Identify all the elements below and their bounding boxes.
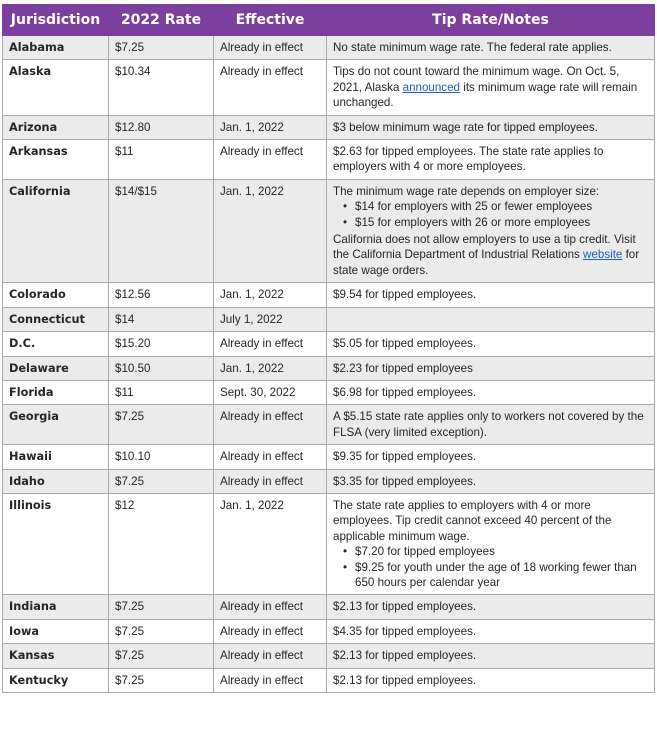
notes-text: its minimum wage rate will remain unchanged.: [333, 80, 638, 110]
jurisdiction-cell: Kentucky: [3, 668, 109, 692]
notes-bullet-list: [333, 544, 649, 590]
jurisdiction-cell: Arkansas: [3, 140, 109, 180]
rate-cell: $10.50: [109, 356, 214, 380]
jurisdiction-cell: Kansas: [3, 644, 109, 668]
table-row: [3, 60, 655, 115]
notes-cell: $3 below minimum wage rate for tipped employees.: [327, 115, 655, 139]
notes-bullet: • $15 for employers with 26 or more employees: [355, 215, 649, 230]
rate-cell: $12.56: [109, 283, 214, 307]
jurisdiction-cell: Hawaii: [3, 445, 109, 469]
rate-cell: $7.25: [109, 668, 214, 692]
table-row: [3, 140, 655, 180]
jurisdiction-cell: Colorado: [3, 283, 109, 307]
header-effective: Effective: [214, 5, 327, 36]
table-row: [3, 595, 655, 619]
rate-cell: $11: [109, 140, 214, 180]
table-row: [3, 36, 655, 60]
effective-cell: Already in effect: [214, 445, 327, 469]
jurisdiction-cell: Alabama: [3, 36, 109, 60]
effective-cell: Already in effect: [214, 36, 327, 60]
effective-cell: Already in effect: [214, 405, 327, 445]
table-row: [3, 332, 655, 356]
notes-bullet-list: [333, 199, 649, 230]
jurisdiction-cell: Florida: [3, 380, 109, 404]
effective-cell: Jan. 1, 2022: [214, 356, 327, 380]
table-row: [3, 380, 655, 404]
effective-cell: Already in effect: [214, 140, 327, 180]
notes-cell: A $5.15 state rate applies only to workers not covered by the FLSA (very limited exception).: [327, 405, 655, 445]
jurisdiction-cell: Connecticut: [3, 307, 109, 331]
effective-cell: Jan. 1, 2022: [214, 179, 327, 282]
effective-cell: Already in effect: [214, 644, 327, 668]
effective-cell: Already in effect: [214, 60, 327, 115]
jurisdiction-cell: California: [3, 179, 109, 282]
jurisdiction-cell: Alaska: [3, 60, 109, 115]
notes-text: The minimum wage rate depends on employer size:: [333, 184, 600, 198]
table-row: [3, 179, 655, 282]
notes-cell: $2.63 for tipped employees. The state rate applies to employers with 4 or more employees.: [327, 140, 655, 180]
notes-cell: $6.98 for tipped employees.: [327, 380, 655, 404]
notes-cell: $9.54 for tipped employees.: [327, 283, 655, 307]
effective-cell: Jan. 1, 2022: [214, 115, 327, 139]
jurisdiction-cell: Illinois: [3, 493, 109, 594]
website-link[interactable]: website: [583, 248, 623, 262]
notes-cell: [327, 493, 655, 594]
notes-bullet: • $14 for employers with 25 or fewer employees: [355, 199, 649, 214]
notes-text: Tips do not count toward the minimum wage. On Oct. 5, 2021, Alaska: [333, 65, 620, 94]
table-row: [3, 619, 655, 643]
jurisdiction-cell: Idaho: [3, 469, 109, 493]
notes-text: California does not allow employers to use a tip credit. Visit the California Department of Industrial Relations: [333, 233, 636, 262]
notes-cell: $5.05 for tipped employees.: [327, 332, 655, 356]
rate-cell: $10.10: [109, 445, 214, 469]
table-row: [3, 493, 655, 594]
minimum-wage-table: [2, 4, 655, 693]
effective-cell: Already in effect: [214, 595, 327, 619]
table-row: [3, 115, 655, 139]
table-row: [3, 356, 655, 380]
jurisdiction-cell: Georgia: [3, 405, 109, 445]
rate-cell: $15.20: [109, 332, 214, 356]
table-row: [3, 307, 655, 331]
effective-cell: Already in effect: [214, 668, 327, 692]
rate-cell: $11: [109, 380, 214, 404]
table-row: [3, 469, 655, 493]
notes-cell: $2.13 for tipped employees.: [327, 668, 655, 692]
announced-link[interactable]: announced: [402, 80, 461, 94]
notes-cell: $2.13 for tipped employees.: [327, 595, 655, 619]
effective-cell: Already in effect: [214, 469, 327, 493]
notes-cell: [327, 60, 655, 115]
rate-cell: $12.80: [109, 115, 214, 139]
rate-cell: $7.25: [109, 644, 214, 668]
notes-cell: $2.13 for tipped employees.: [327, 644, 655, 668]
rate-cell: $12: [109, 493, 214, 594]
effective-cell: July 1, 2022: [214, 307, 327, 331]
rate-cell: $7.25: [109, 405, 214, 445]
notes-cell: $3.35 for tipped employees.: [327, 469, 655, 493]
notes-bullet: • $7.20 for tipped employees: [355, 544, 649, 559]
table-row: [3, 445, 655, 469]
rate-cell: $7.25: [109, 619, 214, 643]
rate-cell: $7.25: [109, 595, 214, 619]
table-row: [3, 644, 655, 668]
notes-text: The state rate applies to employers with 4 or more employees. Tip credit cannot exceed 40 percent of the applicable minimum wage.: [333, 498, 612, 543]
effective-cell: Sept. 30, 2022: [214, 380, 327, 404]
header-tip-rate-notes: Tip Rate/Notes: [327, 5, 655, 36]
notes-cell: [327, 307, 655, 331]
rate-cell: $10.34: [109, 60, 214, 115]
rate-cell: $7.25: [109, 469, 214, 493]
jurisdiction-cell: D.C.: [3, 332, 109, 356]
table-row: [3, 668, 655, 692]
notes-cell: No state minimum wage rate. The federal rate applies.: [327, 36, 655, 60]
notes-cell: $9.35 for tipped employees.: [327, 445, 655, 469]
notes-cell: [327, 179, 655, 282]
effective-cell: Jan. 1, 2022: [214, 493, 327, 594]
effective-cell: Jan. 1, 2022: [214, 283, 327, 307]
notes-text: for state wage orders.: [333, 248, 640, 277]
jurisdiction-cell: Iowa: [3, 619, 109, 643]
rate-cell: $7.25: [109, 36, 214, 60]
rate-cell: $14/$15: [109, 179, 214, 282]
header-jurisdiction: Jurisdiction: [3, 5, 109, 36]
jurisdiction-cell: Arizona: [3, 115, 109, 139]
table-row: [3, 283, 655, 307]
header-2022-rate: 2022 Rate: [109, 5, 214, 36]
rate-cell: $14: [109, 307, 214, 331]
effective-cell: Already in effect: [214, 619, 327, 643]
jurisdiction-cell: Indiana: [3, 595, 109, 619]
jurisdiction-cell: Delaware: [3, 356, 109, 380]
notes-cell: $2.23 for tipped employees: [327, 356, 655, 380]
notes-bullet: • $9.25 for youth under the age of 18 working fewer than 650 hours per calendar year: [355, 560, 649, 591]
table-row: [3, 405, 655, 445]
notes-paragraph: [333, 232, 649, 278]
header-row: [3, 5, 655, 36]
notes-cell: $4.35 for tipped employees.: [327, 619, 655, 643]
effective-cell: Already in effect: [214, 332, 327, 356]
